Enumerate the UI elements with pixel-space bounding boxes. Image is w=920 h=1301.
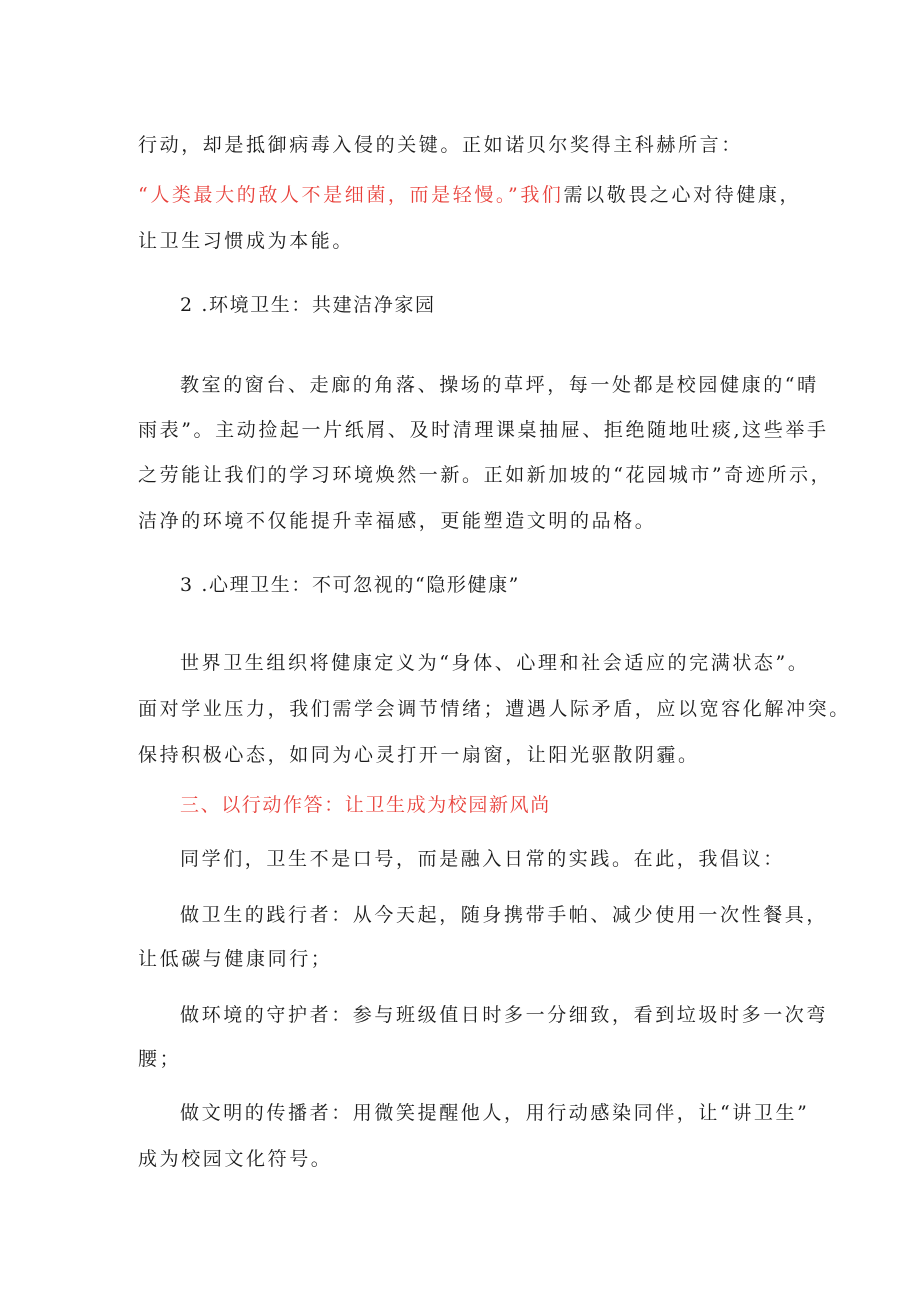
paragraph-text: 需以敬畏之心对待健康， — [563, 184, 802, 206]
paragraph-line: 世界卫生组织将健康定义为“身体、心理和社会适应的完满状态”。 — [180, 652, 810, 674]
quote-highlight: “人类最大的敌人不是细菌，而是轻慢。”我们 — [138, 184, 564, 206]
paragraph-line: 让低碳与健康同行； — [138, 948, 333, 970]
paragraph-line: 腰； — [138, 1048, 182, 1070]
section-title: 三、以行动作答：让卫生成为校园新风尚 — [180, 794, 551, 816]
paragraph-line: 洁净的环境不仅能提升幸福感，更能塑造文明的品格。 — [138, 510, 657, 532]
paragraph-line: 同学们，卫生不是口号，而是融入日常的实践。在此，我倡议： — [180, 848, 785, 870]
paragraph-line: 做环境的守护者：参与班级值日时多一分细致，看到垃圾时多一次弯 — [180, 1004, 829, 1026]
paragraph-line: 做文明的传播者：用微笑提醒他人，用行动感染同伴，让“讲卫生” — [180, 1102, 810, 1124]
paragraph-line: 做卫生的践行者：从今天起，随身携带手帕、减少使用一次性餐具， — [180, 904, 829, 926]
subsection-heading: 2 .环境卫生：共建洁净家园 — [180, 294, 436, 316]
paragraph-line: 保持积极心态，如同为心灵打开一扇窗，让阳光驱散阴霾。 — [138, 744, 700, 766]
paragraph-line: 雨表”。主动捡起一片纸屑、及时清理课桌抽屉、拒绝随地吐痰,这些举手 — [138, 419, 829, 441]
paragraph-line: 行动，却是抵御病毒入侵的关键。正如诺贝尔奖得主科赫所言： — [138, 134, 743, 156]
paragraph-line: 让卫生习惯成为本能。 — [138, 230, 355, 252]
paragraph-line: 成为校园文化符号。 — [138, 1148, 333, 1170]
paragraph-line: 教室的窗台、走廊的角落、操场的草坪，每一处都是校园健康的“晴 — [180, 374, 819, 396]
paragraph-line — [138, 183, 801, 207]
paragraph-line: 之劳能让我们的学习环境焕然一新。正如新加坡的“花园城市”奇迹所示， — [138, 464, 833, 486]
paragraph-line: 面对学业压力，我们需学会调节情绪；遭遇人际矛盾，应以宽容化解冲突。 — [138, 698, 851, 720]
subsection-heading: 3 .心理卫生：不可忽视的“隐形健康” — [180, 574, 520, 596]
